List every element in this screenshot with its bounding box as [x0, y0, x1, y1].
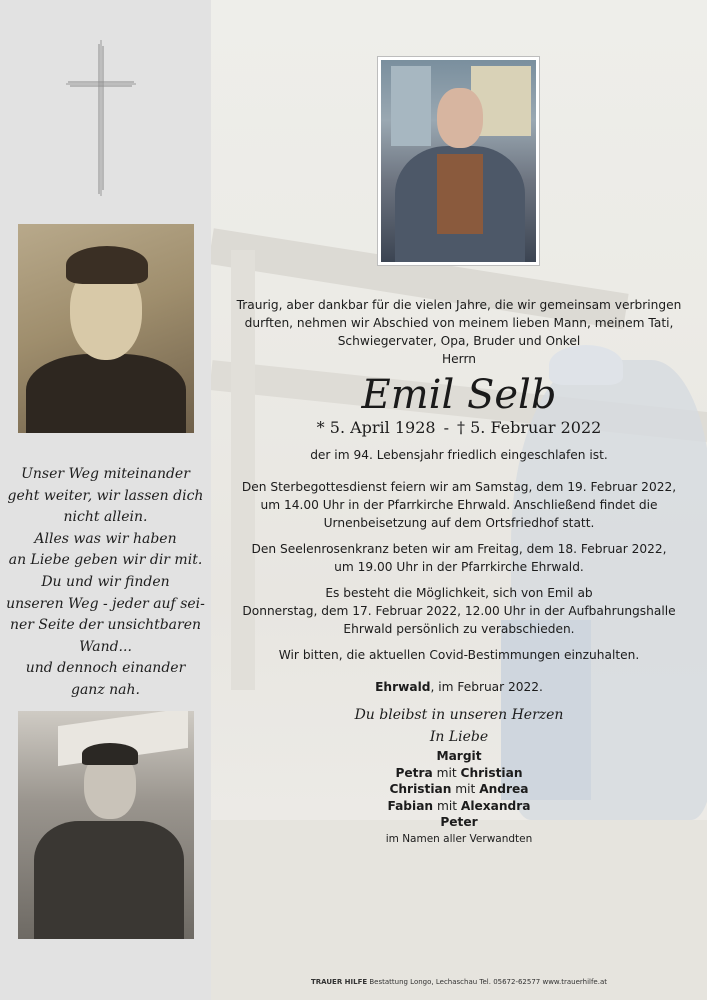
place-name: Ehrwald — [375, 680, 431, 694]
life-dates — [211, 418, 707, 438]
title-prefix: Herrn — [442, 352, 476, 366]
poem-line: und dennoch einander — [25, 660, 186, 677]
family-member: Margit — [436, 749, 482, 763]
farewell-line: Donnerstag, dem 17. Februar 2022, 12.00 Uhr in der Aufbahrungshalle — [242, 604, 676, 618]
closing-love: In Liebe — [429, 729, 489, 745]
farewell-line: Ehrwald persönlich zu verabschieden. — [343, 622, 575, 636]
death-date: † 5. Februar 2022 — [457, 418, 602, 437]
footer — [211, 978, 707, 986]
announcement-text — [211, 296, 707, 847]
poem-line: Du und wir finden — [41, 573, 170, 590]
family-list — [211, 748, 707, 831]
service-line: Urnenbeisetzung auf dem Ortsfriedhof statt. — [323, 516, 595, 530]
intro-line: Traurig, aber dankbar für die vielen Jahre, die wir gemeinsam verbringen — [236, 298, 682, 312]
deceased-name: Emil Selb — [361, 372, 557, 418]
relatives-line: im Namen aller Verwandten — [385, 832, 533, 845]
footer-brand: TRAUER HILFE — [310, 978, 368, 986]
service-line: Den Sterbegottesdienst feiern wir am Samstag, dem 19. Februar 2022, — [241, 480, 677, 494]
rosary-line: um 19.00 Uhr in der Pfarrkirche Ehrwald. — [334, 560, 584, 574]
closing-heart: Du bleibst in unseren Herzen — [354, 707, 564, 723]
childhood-photo — [18, 224, 194, 433]
poem-line: an Liebe geben wir dir mit. — [8, 552, 203, 569]
family-member: Petra mit Christian — [395, 765, 523, 780]
passing-line: der im 94. Lebensjahr friedlich eingeschlafen ist. — [310, 448, 608, 462]
poem-line: geht weiter, wir lassen dich — [7, 487, 204, 504]
place-date-text: , im Februar 2022. — [430, 680, 543, 694]
poem-line: ganz nah. — [71, 681, 140, 698]
poem-line: ner Seite der unsichtbaren — [9, 617, 202, 634]
poem-line: Unser Weg miteinander — [21, 466, 190, 482]
left-column — [0, 0, 211, 1000]
service-line: um 14.00 Uhr in der Pfarrkirche Ehrwald. Anschließend findet die — [260, 498, 658, 512]
poem-line: nicht allein. — [63, 509, 148, 526]
family-member: Christian mit Andrea — [389, 782, 529, 797]
poem-line: Wand... — [79, 638, 132, 655]
cross-icon — [66, 40, 136, 196]
family-member: Fabian mit Alexandra — [387, 798, 531, 813]
rosary-line: Den Seelenrosenkranz beten wir am Freitag, dem 18. Februar 2022, — [251, 542, 667, 556]
intro-line: durften, nehmen wir Abschied von meinem lieben Mann, meinem Tati, — [244, 316, 674, 330]
young-man-photo — [18, 711, 194, 939]
birth-date: * 5. April 1928 — [316, 418, 436, 437]
intro-line: Schwiegervater, Opa, Bruder und Onkel — [337, 334, 581, 348]
farewell-line: Es besteht die Möglichkeit, sich von Emil ab — [325, 586, 593, 600]
poem — [0, 464, 211, 702]
portrait-photo — [378, 57, 539, 265]
footer-text: Bestattung Longo, Lechaschau Tel. 05672-62577 www.trauerhilfe.at — [367, 978, 607, 986]
date-separator: - — [443, 418, 449, 437]
covid-notice: Wir bitten, die aktuellen Covid-Bestimmungen einzuhalten. — [278, 648, 640, 662]
family-member: Peter — [440, 815, 478, 830]
place-date — [211, 678, 707, 696]
poem-line: Alles was wir haben — [34, 530, 177, 547]
poem-line: unseren Weg - jeder auf sei- — [6, 595, 205, 612]
